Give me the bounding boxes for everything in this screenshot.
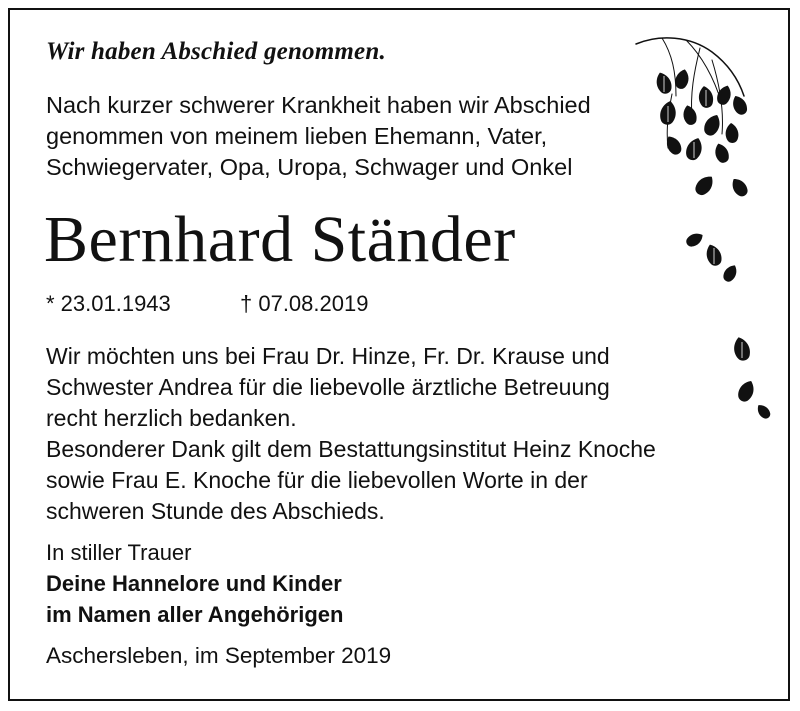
signature-family-line: im Namen aller Angehörigen (46, 602, 344, 627)
thanks-line: Besonderer Dank gilt dem Bestattungsinstitut Heinz Knoche (46, 436, 656, 462)
signature-block (46, 537, 343, 630)
deceased-name: Bernhard Ständer (44, 203, 516, 276)
signature-intro: In stiller Trauer (46, 540, 192, 565)
thanks-line: recht herzlich bedanken. (46, 405, 297, 431)
signature-family-line: Deine Hannelore und Kinder (46, 571, 342, 596)
intro-text (46, 90, 591, 183)
intro-line: Nach kurzer schwerer Krankheit haben wir Abschied (46, 92, 591, 118)
death-date: † 07.08.2019 (240, 291, 369, 316)
life-dates (46, 291, 369, 317)
intro-line: Schwiegervater, Opa, Uropa, Schwager und Onkel (46, 154, 573, 180)
place-date: Aschersleben, im September 2019 (46, 643, 392, 668)
birth-date: * 23.01.1943 (46, 291, 171, 316)
intro-line: genommen von meinem lieben Ehemann, Vater, (46, 123, 548, 149)
thanks-line: sowie Frau E. Knoche für die liebevollen Worte in der (46, 467, 588, 493)
notice-heading: Wir haben Abschied genommen. (46, 38, 386, 65)
thanks-line: schweren Stunde des Abschieds. (46, 498, 385, 524)
thanks-line: Wir möchten uns bei Frau Dr. Hinze, Fr. Dr. Krause und (46, 343, 610, 369)
thanks-text (46, 341, 656, 527)
thanks-line: Schwester Andrea für die liebevolle ärztliche Betreuung (46, 374, 610, 400)
